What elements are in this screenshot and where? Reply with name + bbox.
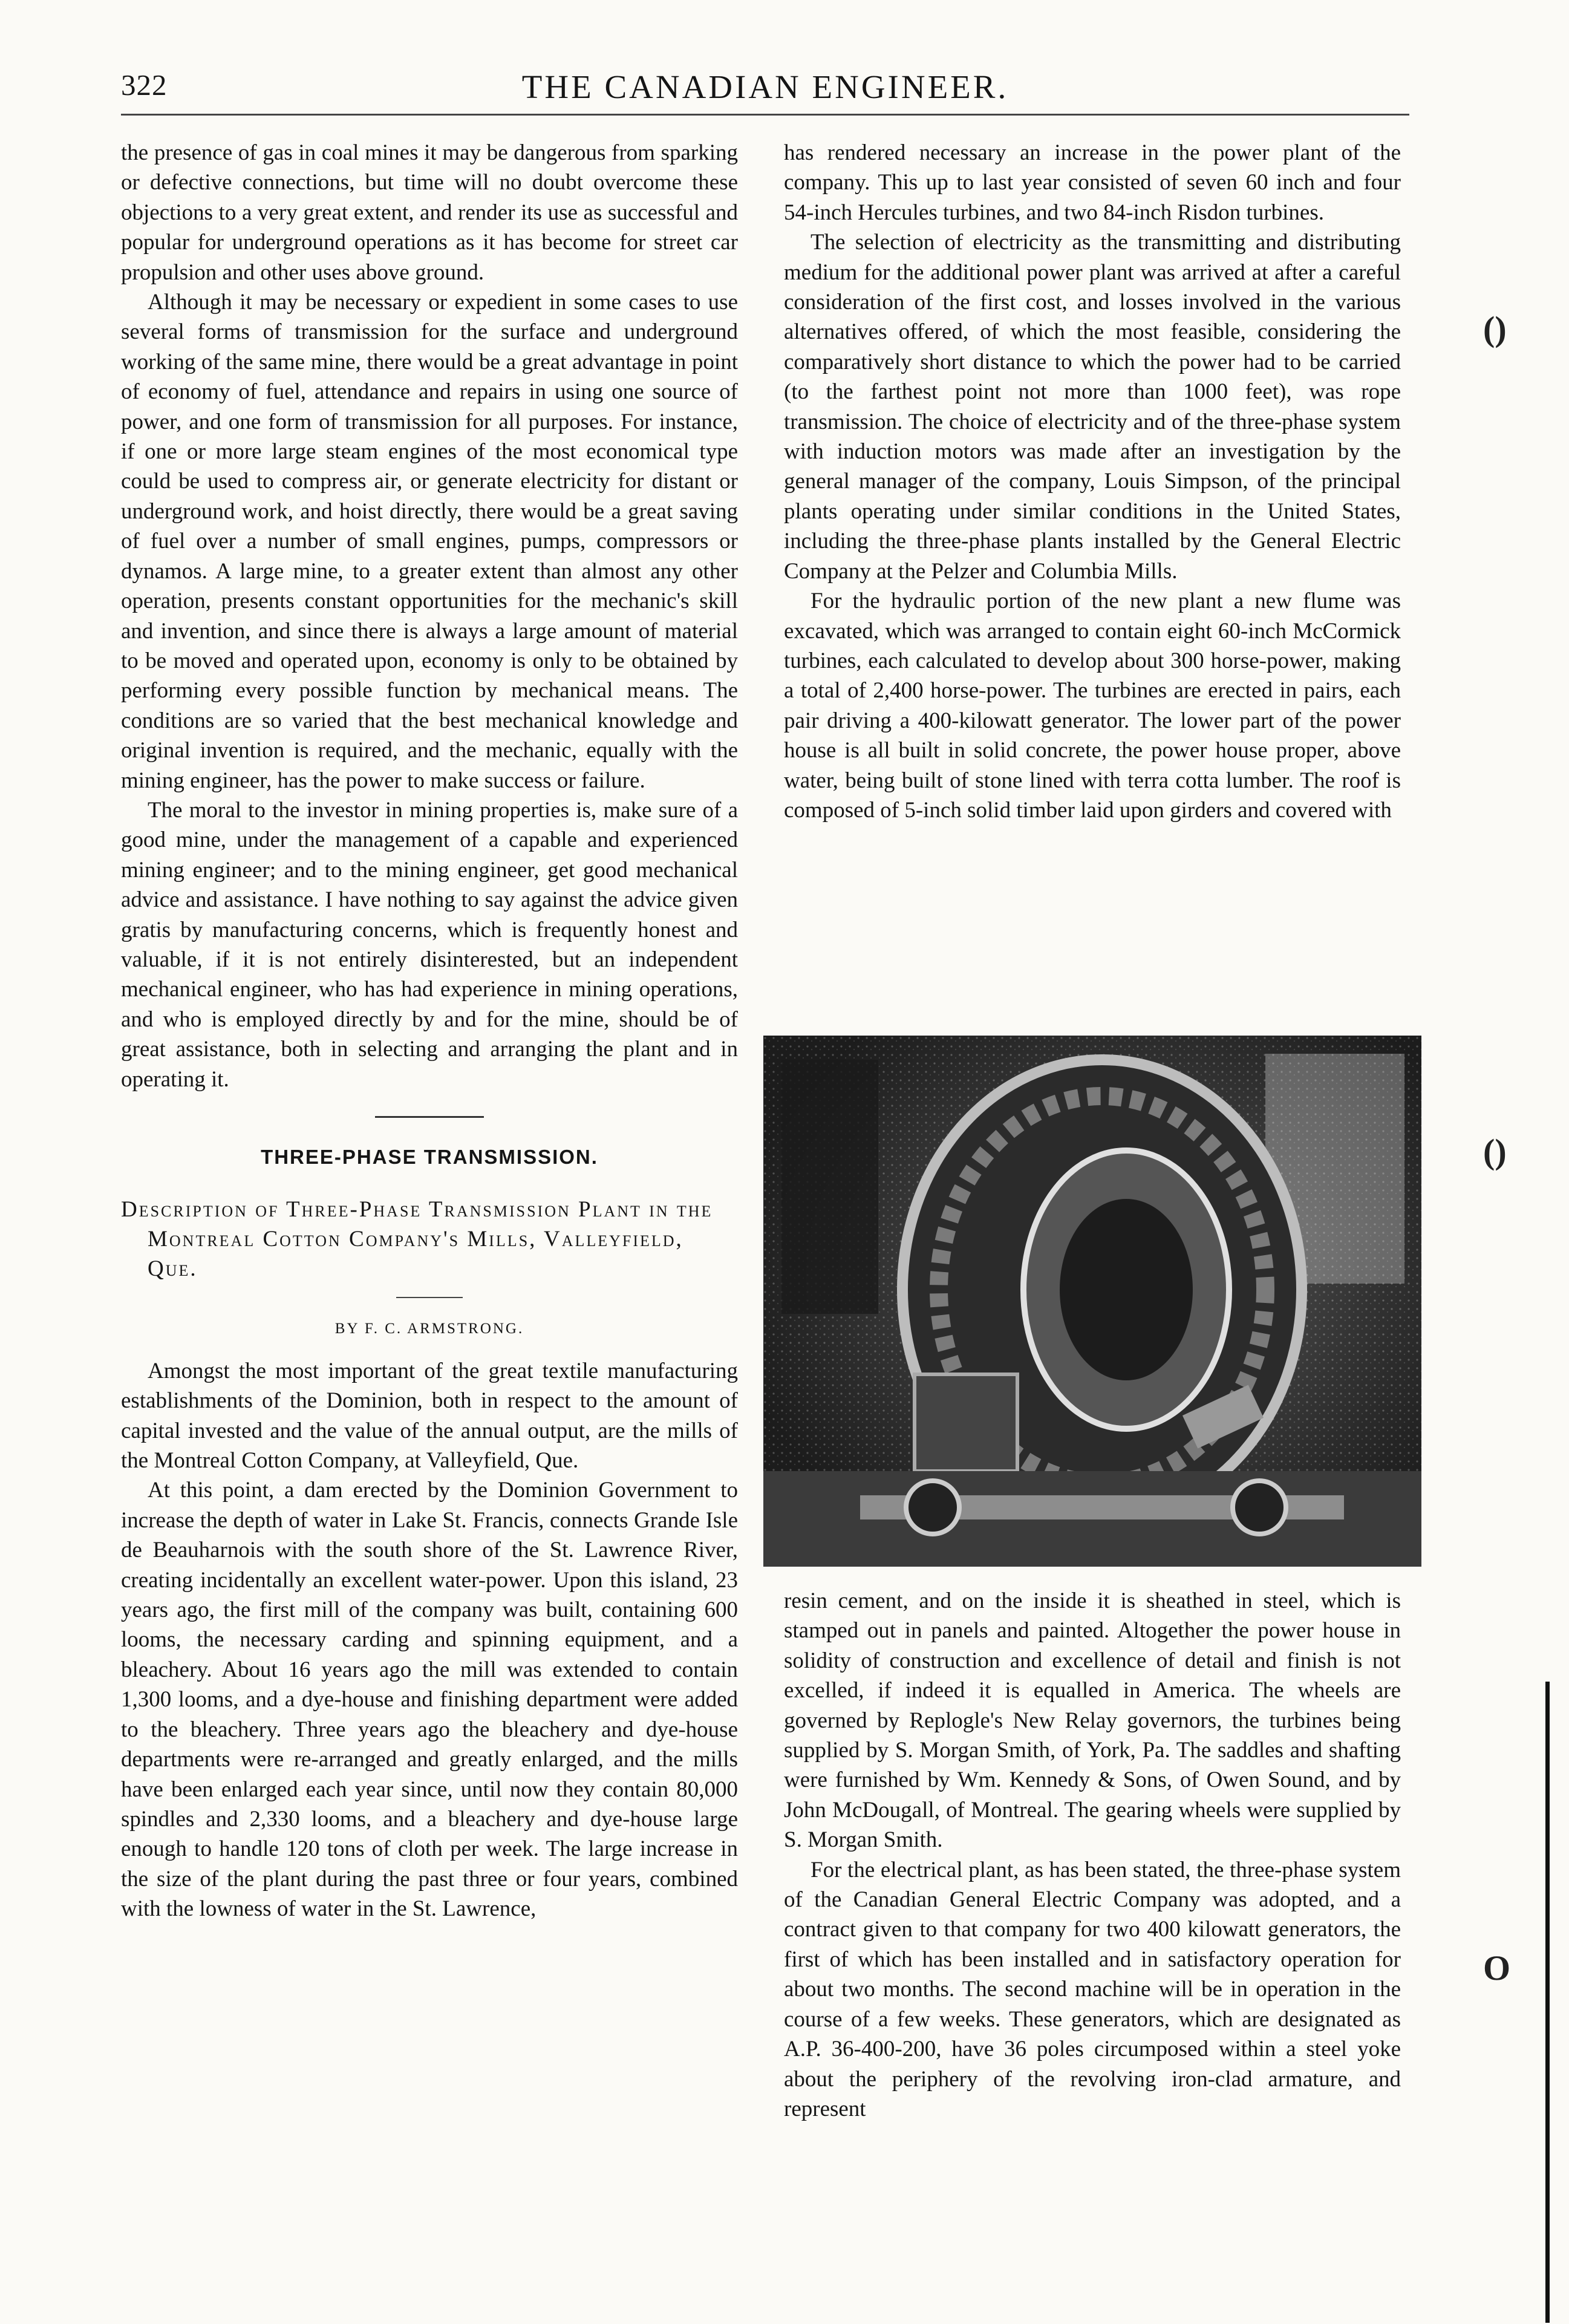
right-column-bottom <box>784 1586 1401 2124</box>
page-header <box>121 68 1409 110</box>
paragraph: For the electrical plant, as has been stated, the three-phase system of the Canadian General Electric Company was adopted, and a contract given to that company for two 400 kilowatt generators, the first of which has been installed and in satisfactory operation for about two months. The second machine will be in operation in the course of a few weeks. These generators, which are designated as A.P. 36-400-200, have 36 poles circumposed within a steel yoke about the periphery of the revolving iron-clad armature, and represent <box>784 1857 1401 2121</box>
paragraph: Although it may be necessary or expedient in some cases to use several forms of transmission for the surface and underground working of the same mine, there would be a great advantage in point of economy of fuel, attendance and repairs in using one source of power, and one form of transmission for all purposes. For instance, if one or more large steam engines of the most economical type could be used to compress air, or generate electricity for distant or underground work, and hoist directly, there would be a great saving of fuel over a number of small engines, pumps, compressors or dynamos. A large mine, to a greater extent than almost any other operation, presents constant opportunities for the mechanic's skill and invention, and since there is always a large amount of material to be moved and operated upon, economy is only to be obtained by performing every possible function by mechanical means. The conditions are so varied that the best mechanical knowledge and original invention is required, and the mechanic, equally with the mining engineer, has the power to make success or failure. <box>121 290 738 793</box>
article-subtitle: Description of Three-Phase Transmission Plant in the Montreal Cotton Company's Mills, Valleyfield, Que. <box>121 1197 713 1282</box>
section-divider <box>375 1116 484 1118</box>
binding-hole-mark: () <box>1483 1132 1507 1171</box>
paragraph: The moral to the investor in mining properties is, make sure of a good mine, under the management of a capable and experienced mining engineer; and to the mining engineer, get good mechanical advice and assistance. I have nothing to say against the advice given gratis by manufacturing concerns, which is frequently honest and valuable, if it is not entirely disinterested, but an independent mechanical engineer, who has had experience in mining operations, and who is employed directly by and for the mine, should be of great assistance, both in selecting and arranging the plant and in operating it. <box>121 797 738 1092</box>
right-column-top <box>784 138 1401 825</box>
binding-hole-mark: () <box>1483 309 1507 348</box>
paragraph: has rendered necessary an increase in the power plant of the company. This up to last year consisted of seven 60 inch and four 54-inch Hercules turbines, and two 84-inch Risdon turbines. <box>784 140 1401 225</box>
page-edge-shadow <box>1545 1682 1550 2323</box>
left-column <box>121 138 738 1924</box>
binding-hole-mark: O <box>1483 1948 1511 1988</box>
generator-photo <box>763 1036 1421 1567</box>
paragraph: For the hydraulic portion of the new plant a new flume was excavated, which was arranged to contain eight 60-inch McCormick turbines, each calculated to develop about 300 horse-power, making a total of 2,400 horse-power. The turbines are erected in pairs, each pair driving a 400-kilowatt generator. The lower part of the power house is all built in solid concrete, the power house proper, above water, being built of stone lined with terra cotta lumber. The roof is composed of 5-inch solid timber laid upon girders and covered with <box>784 589 1401 823</box>
paragraph: Amongst the most important of the great textile manufacturing establishments of the Dominion, both in respect to the amount of capital invested and the value of the annual output, are the mills of the Montreal Cotton Company, at Valleyfield, Que. <box>121 1358 738 1474</box>
header-rule <box>121 114 1409 116</box>
generator-illustration <box>763 1036 1421 1567</box>
journal-title: THE CANADIAN ENGINEER. <box>521 68 1009 105</box>
page-number: 322 <box>121 68 168 102</box>
paragraph: resin cement, and on the inside it is sheathed in steel, which is stamped out in panels and painted. Altogether the power house in solidity of construction and excellence of detail and finish is not excelled, if indeed it is equalled in America. The wheels are governed by Replogle's New Relay governors, the turbines being supplied by S. Morgan Smith, of York, Pa. The saddles and shafting were furnished by Wm. Kennedy & Sons, of Owen Sound, and by John McDougall, of Montreal. The gearing wheels were supplied by S. Morgan Smith. <box>784 1588 1401 1853</box>
paragraph: the presence of gas in coal mines it may be dangerous from sparking or defective connections, but time will no doubt overcome these objections to a very great extent, and render its use as successful and popular for underground operations as it has become for street car propulsion and other uses above ground. <box>121 140 738 285</box>
paragraph: The selection of electricity as the transmitting and distributing medium for the additional power plant was arrived at after a careful consideration of the first cost, and losses involved in the various alternatives offered, of which the most feasible, considering the comparatively short distance to which the power had to be carried (to the farthest point not more than 1000 feet), was rope transmission. The choice of electricity and of the three-phase system with induction motors was made after an investigation by the general manager of the company, Louis Simpson, of the principal plants operating under similar conditions in the United States, including the three-phase plants installed by the General Electric Company at the Pelzer and Columbia Mills. <box>784 230 1401 584</box>
paragraph: At this point, a dam erected by the Dominion Government to increase the depth of water in Lake St. Francis, connects Grande Isle de Beauharnois with the south shore of the St. Lawrence River, creating incidentally an excellent water-power. Upon this island, 23 years ago, the first mill of the company was built, containing 600 looms, the necessary carding and spinning equipment, and a bleachery. About 16 years ago the mill was extended to contain 1,300 looms, and a dye-house and finishing department were added to the bleachery. Three years ago the bleachery and dye-house departments were re-arranged and greatly enlarged, and the mills have been enlarged each year since, until now they contain 80,000 spindles and 2,330 looms, and a bleachery and dye-house large enough to handle 120 tons of cloth per week. The large increase in the size of the plant during the past three or four years, combined with the lowness of water in the St. Lawrence, <box>121 1478 738 1922</box>
byline: BY F. C. ARMSTRONG. <box>334 1320 524 1337</box>
subtitle-divider <box>396 1297 463 1298</box>
section-title: THREE-PHASE TRANSMISSION. <box>261 1146 598 1168</box>
